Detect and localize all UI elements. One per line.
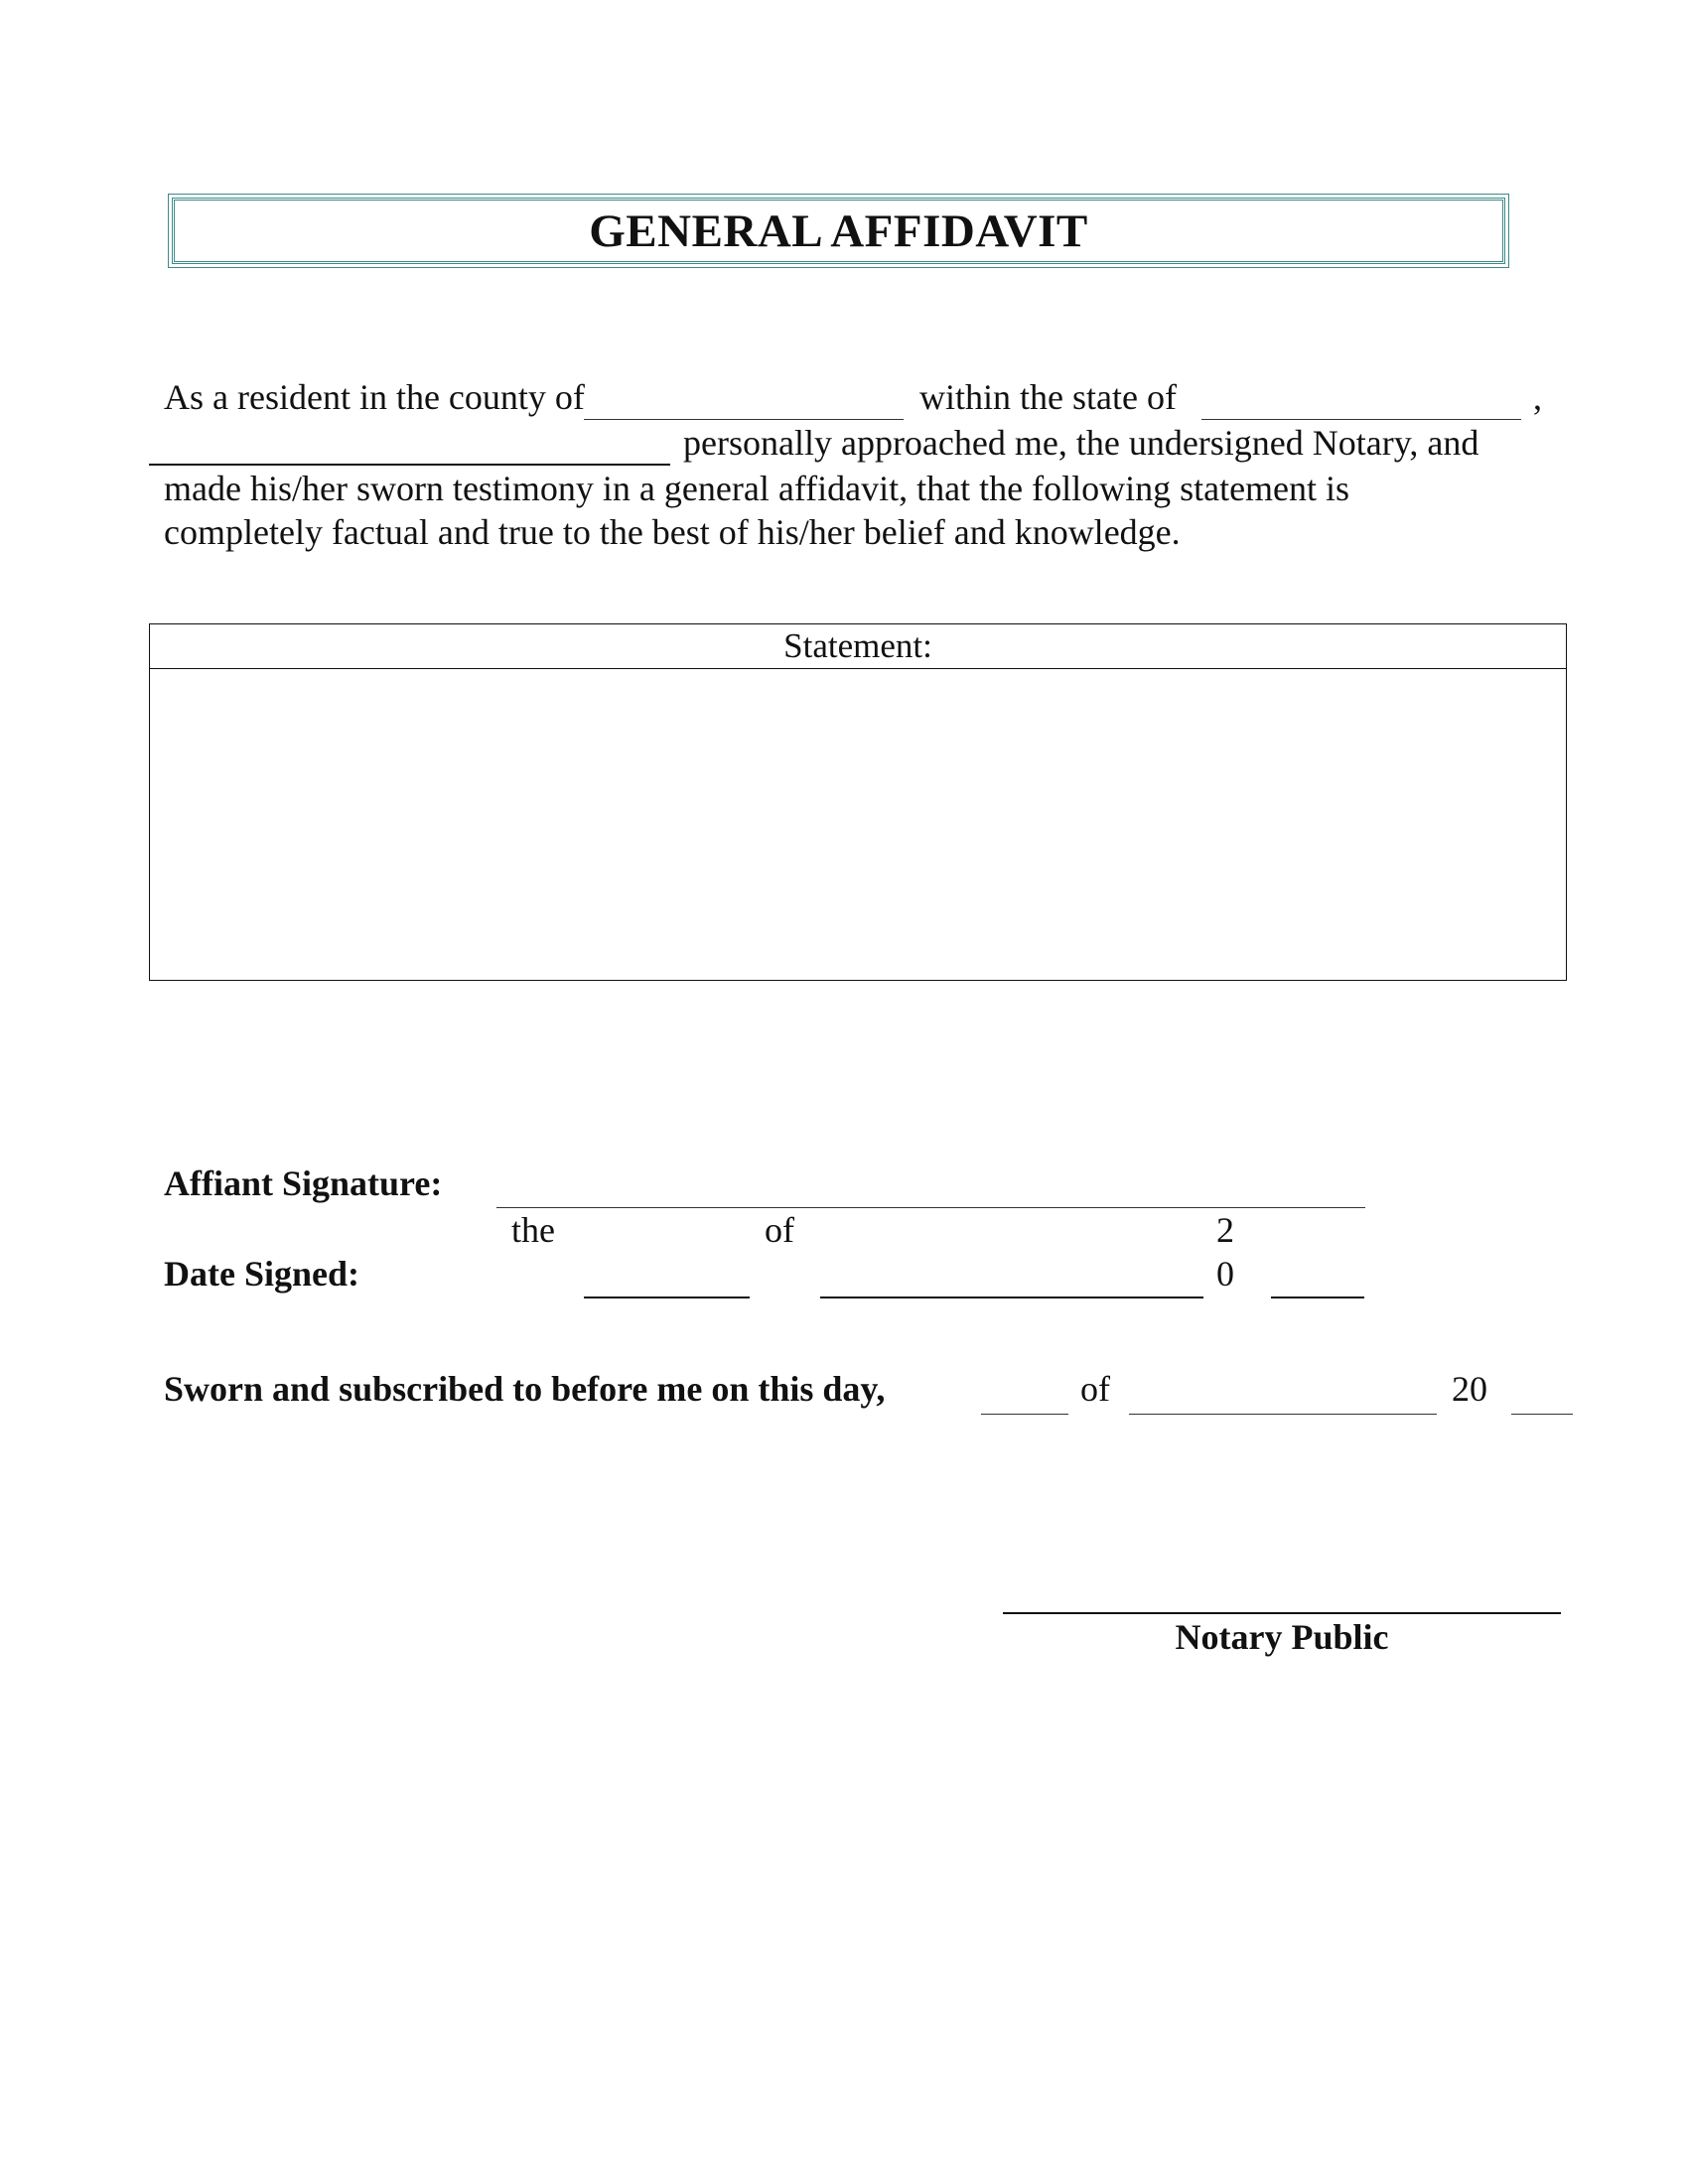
- notary-signature-line[interactable]: [1003, 1612, 1561, 1614]
- intro-line-2: personally approached me, the undersigned Notary, and: [683, 423, 1479, 463]
- sworn-year-blank[interactable]: [1511, 1414, 1573, 1415]
- date-year-blank[interactable]: [1271, 1297, 1364, 1298]
- year-digit-2: 2: [1216, 1210, 1234, 1250]
- statement-box: [149, 623, 1567, 981]
- sworn-year-prefix: 20: [1452, 1369, 1487, 1409]
- intro-line-4: completely factual and true to the best of his/her belief and knowledge.: [164, 512, 1181, 552]
- sworn-month-blank[interactable]: [1129, 1414, 1437, 1415]
- document-title: GENERAL AFFIDAVIT: [589, 205, 1088, 257]
- intro-line-1-part-1: As a resident in the county of: [164, 377, 585, 417]
- affiant-name-blank[interactable]: [149, 464, 670, 466]
- year-digit-0: 0: [1216, 1254, 1234, 1294]
- affiant-signature-label: Affiant Signature:: [164, 1163, 443, 1203]
- date-of-label: of: [765, 1210, 794, 1250]
- date-day-blank[interactable]: [584, 1297, 750, 1298]
- state-blank[interactable]: [1201, 419, 1521, 420]
- statement-field[interactable]: [150, 669, 1566, 980]
- sworn-label: Sworn and subscribed to before me on this day,: [164, 1369, 886, 1409]
- statement-header: [150, 624, 1566, 669]
- date-month-blank[interactable]: [820, 1297, 1203, 1298]
- notary-public-label: Notary Public: [1175, 1617, 1389, 1657]
- sworn-day-blank[interactable]: [981, 1414, 1068, 1415]
- intro-line-3: made his/her sworn testimony in a general affidavit, that the following statement is: [164, 469, 1350, 508]
- title-box: [172, 198, 1505, 264]
- statement-label: Statement:: [783, 626, 932, 665]
- intro-comma: ,: [1533, 377, 1542, 417]
- affiant-signature-line[interactable]: [496, 1207, 1365, 1208]
- date-the-label: the: [511, 1210, 555, 1250]
- county-blank[interactable]: [584, 419, 904, 420]
- sworn-of-label: of: [1080, 1369, 1110, 1409]
- date-signed-label: Date Signed:: [164, 1254, 359, 1294]
- intro-line-1-part-2: within the state of: [919, 377, 1177, 417]
